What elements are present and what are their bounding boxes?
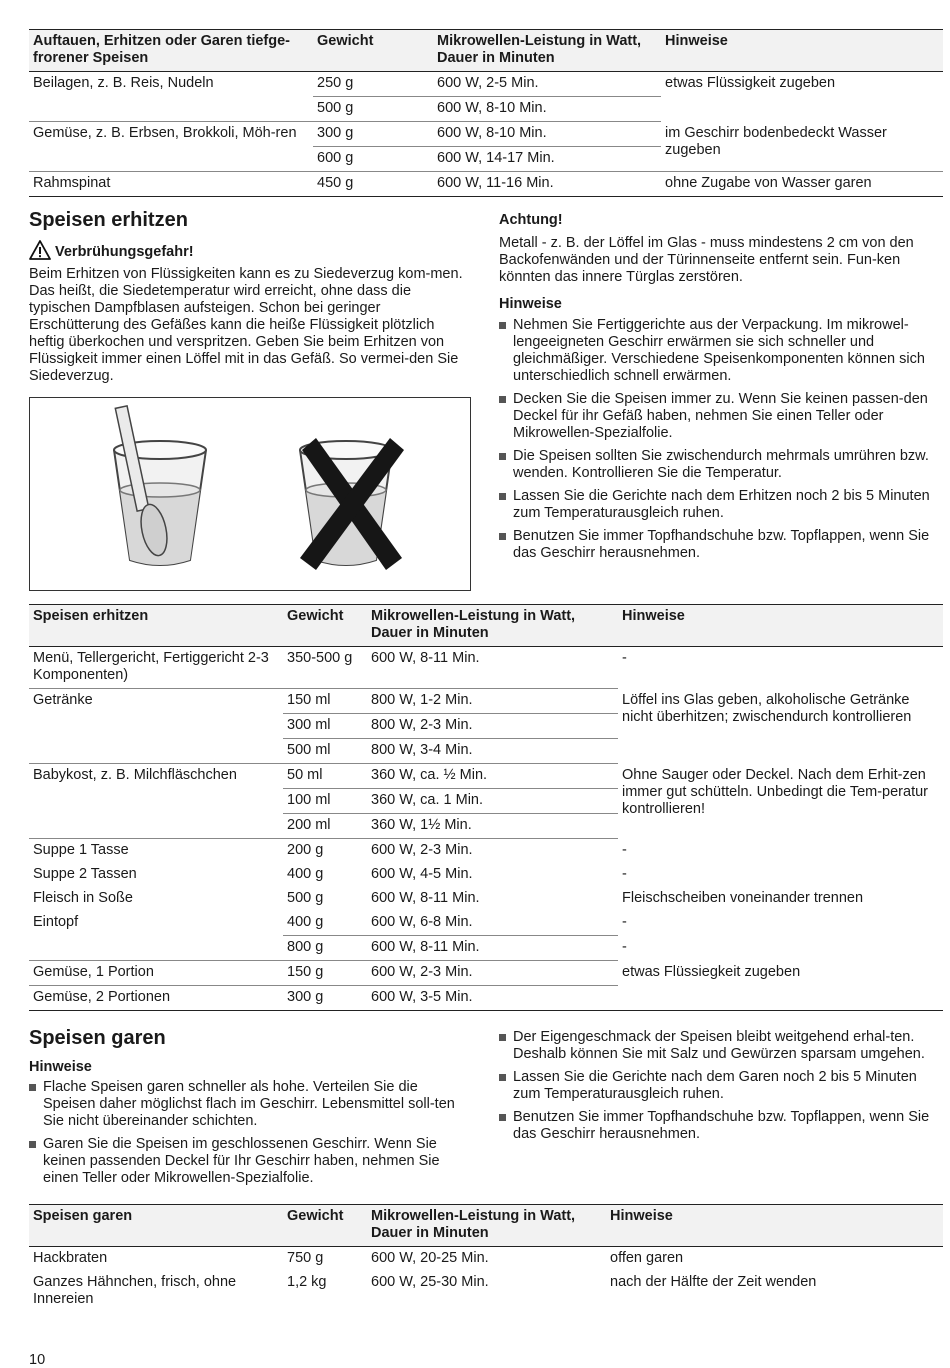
cell-food: Gemüse, z. B. Erbsen, Brokkoli, Möh-ren — [29, 122, 313, 172]
cell-weight: 500 g — [287, 890, 324, 906]
header-weight: Gewicht — [313, 30, 433, 72]
cell-weight: 450 g — [313, 172, 433, 197]
warning-triangle-icon — [29, 240, 51, 260]
cell-note: - — [622, 938, 627, 955]
header-notes: Hinweise — [618, 605, 943, 647]
cell-weight: 800 g — [283, 936, 367, 961]
cell-note: Fleischscheiben voneinander trennen — [622, 890, 864, 906]
cooking-notes-list-left — [29, 1079, 471, 1193]
table-frozen-food — [29, 29, 943, 197]
cooking-notes-list-right — [499, 1029, 941, 1149]
cell-weight: 150 g — [283, 961, 367, 986]
header-notes: Hinweise — [606, 1205, 943, 1247]
cell-food: Menü, Tellergericht, Fertiggericht 2-3 Komponenten) — [29, 647, 283, 689]
heating-notes-list — [499, 317, 941, 568]
list-item: Benutzen Sie immer Topfhandschuhe bzw. Topflappen, wenn Sie das Geschirr herausnehmen. — [499, 1109, 941, 1143]
cell-weight: 300 g — [283, 986, 367, 1011]
table-row — [29, 1247, 943, 1272]
cell-power: 360 W, 1½ Min. — [367, 814, 618, 839]
cell-weight: 750 g — [287, 1250, 324, 1266]
list-item: Lassen Sie die Gerichte nach dem Garen noch 2 bis 5 Minuten zum Temperaturausgleich ruhen. — [499, 1069, 941, 1103]
cell-power: 600 W, 2-3 Min. — [371, 842, 473, 858]
cell-power: 600 W, 25-30 Min. — [371, 1274, 489, 1290]
cell-food: Hackbraten — [33, 1250, 108, 1266]
cell-power: 600 W, 3-5 Min. — [367, 986, 618, 1011]
cell-note: nach der Hälfte der Zeit wenden — [610, 1274, 817, 1290]
cell-weight: 150 ml — [283, 689, 367, 714]
table-row — [29, 122, 943, 147]
cell-note: Löffel ins Glas geben, alkoholische Getränke nicht überhitzen; zwischendurch kontrollieren — [622, 691, 912, 725]
header-food: Speisen garen — [29, 1205, 283, 1247]
header-food: Auftauen, Erhitzen oder Garen tiefge-frorener Speisen — [29, 30, 313, 72]
cell-food: Beilagen, z. B. Reis, Nudeln — [29, 72, 313, 122]
cell-food: Suppe 1 Tasse — [33, 842, 129, 858]
list-item: Garen Sie die Speisen im geschlossenen Geschirr. Wenn Sie keinen passenden Deckel für Ihr Geschirr haben, nehmen Sie einen Teller oder Mikrowellen-Spezialfolie. — [29, 1136, 471, 1187]
cell-power: 800 W, 2-3 Min. — [367, 714, 618, 739]
attention-heading: Achtung! — [499, 212, 563, 228]
table-row — [29, 764, 943, 789]
attention-text: Metall - z. B. der Löffel im Glas - muss mindestens 2 cm von den Backofenwänden und der Türinnenseite entfernt sein. Fun-ken könnten das innere Türglas zerstören. — [499, 235, 914, 285]
spoon-in-glass-illustration — [29, 397, 471, 591]
cell-power: 600 W, 2-5 Min. — [433, 72, 661, 97]
cell-note: ohne Zugabe von Wasser garen — [661, 172, 943, 197]
table-header-row — [29, 605, 943, 647]
cell-note: - — [622, 841, 627, 858]
cell-weight: 500 g — [313, 97, 433, 122]
list-item: Benutzen Sie immer Topfhandschuhe bzw. Topflappen, wenn Sie das Geschirr herausnehmen. — [499, 528, 941, 562]
notes-heading: Hinweise — [29, 1059, 92, 1075]
cell-power: 360 W, ca. 1 Min. — [367, 789, 618, 814]
table-row — [29, 689, 943, 714]
table-row — [29, 911, 943, 936]
cell-note: offen garen — [610, 1250, 684, 1266]
cell-food: Gemüse, 2 Portionen — [29, 986, 283, 1011]
cell-food: Fleisch in Soße — [33, 890, 133, 906]
table-row — [29, 1271, 943, 1312]
list-item: Der Eigengeschmack der Speisen bleibt weitgehend erhal-ten. Deshalb können Sie mit Salz und Gewürzen sparsam umgehen. — [499, 1029, 941, 1063]
table-heating — [29, 604, 943, 1011]
cell-power: 600 W, 8-10 Min. — [433, 97, 661, 122]
glass-with-spoon-icon — [114, 406, 206, 565]
cell-note: - — [622, 650, 627, 666]
cell-power: 600 W, 6-8 Min. — [367, 911, 618, 936]
header-power: Mikrowellen-Leistung in Watt, Dauer in Minuten — [367, 1205, 606, 1247]
cell-power: 600 W, 11-16 Min. — [433, 172, 661, 197]
cell-note: Ohne Sauger oder Deckel. Nach dem Erhit-zen immer gut schütteln. Unbedingt die Tem-peratur kontrollieren! — [622, 766, 928, 817]
table-row — [29, 647, 943, 689]
list-item: Flache Speisen garen schneller als hohe. Verteilen Sie die Speisen daher möglichst flach im Geschirr. Lebensmittel soll-ten Sie nicht übereinander schichten. — [29, 1079, 471, 1130]
header-weight: Gewicht — [283, 1205, 367, 1247]
cell-weight: 600 g — [313, 147, 433, 172]
section-title-garen: Speisen garen — [29, 1027, 166, 1049]
cell-food: Eintopf — [29, 911, 283, 961]
cell-power: 600 W, 20-25 Min. — [371, 1250, 489, 1266]
cell-note: - — [622, 914, 627, 930]
warning-label: Verbrühungsgefahr! — [55, 244, 194, 260]
table-header-row — [29, 1205, 943, 1247]
cell-food: Ganzes Hähnchen, frisch, ohne Innereien — [33, 1274, 237, 1307]
table-row — [29, 863, 943, 887]
cell-weight: 50 ml — [283, 764, 367, 789]
cell-weight: 250 g — [313, 72, 433, 97]
cell-food: Rahmspinat — [29, 172, 313, 197]
list-item: Die Speisen sollten Sie zwischendurch mehrmals umrühren bzw. wenden. Kontrollieren Sie die Temperatur. — [499, 448, 941, 482]
cell-note: etwas Flüssiegkeit zugeben — [618, 961, 943, 1011]
list-item: Decken Sie die Speisen immer zu. Wenn Sie keinen passen-den Deckel für ihr Gefäß haben, nehmen Sie einen Teller oder Mikrowellen-Spezialfolie. — [499, 391, 941, 442]
list-item: Nehmen Sie Fertiggerichte aus der Verpackung. Im mikrowel-lengeeigneten Geschirr erwärmen sie sich schneller und gleichmäßiger. Verschiedene Speisenkomponenten können sich unterschiedlich schnell erwärmen. — [499, 317, 941, 385]
warning-heading — [29, 240, 194, 260]
cell-power: 600 W, 8-11 Min. — [371, 890, 480, 906]
cell-food: Gemüse, 1 Portion — [29, 961, 283, 986]
cell-weight: 1,2 kg — [287, 1274, 327, 1290]
cell-weight: 300 ml — [283, 714, 367, 739]
header-weight: Gewicht — [283, 605, 367, 647]
cell-weight: 500 ml — [283, 739, 367, 764]
table-cooking — [29, 1204, 943, 1312]
header-power: Mikrowellen-Leistung in Watt, Dauer in Minuten — [367, 605, 618, 647]
header-notes: Hinweise — [661, 30, 943, 72]
cell-weight: 400 g — [283, 911, 367, 936]
table-header-row — [29, 30, 943, 72]
cell-power: 360 W, ca. ½ Min. — [367, 764, 618, 789]
cell-food: Suppe 2 Tassen — [33, 866, 137, 882]
cell-power: 600 W, 14-17 Min. — [433, 147, 661, 172]
cell-power: 800 W, 1-2 Min. — [367, 689, 618, 714]
cell-weight: 350-500 g — [283, 647, 367, 689]
cell-weight: 300 g — [313, 122, 433, 147]
page-number: 10 — [29, 1352, 46, 1368]
cell-note: etwas Flüssigkeit zugeben — [665, 75, 836, 91]
cell-note: im Geschirr bodenbedeckt Wasser zugeben — [661, 122, 943, 172]
header-food: Speisen erhitzen — [29, 605, 283, 647]
table-row — [29, 839, 943, 864]
header-power: Mikrowellen-Leistung in Watt, Dauer in Minuten — [433, 30, 661, 72]
table-row — [29, 887, 943, 911]
notes-heading: Hinweise — [499, 296, 562, 312]
cell-weight: 100 ml — [283, 789, 367, 814]
cell-food: Getränke — [29, 689, 283, 764]
section-title-erhitzen: Speisen erhitzen — [29, 209, 188, 231]
scalding-text: Beim Erhitzen von Flüssigkeiten kann es zu Siedeverzug kom-men. Das heißt, die Siedetemperatur wird erreicht, ohne dass die typischen Dampfblasen aufsteigen. Schon bei geringer Erschütterung des Gefäßes kann die heiße Flüssigkeit plötzlich heftig überkochen und verspritzen. Geben Sie beim Erhitzen von Flüssigkeit immer einen Löffel mit in das Gefäß. So vermei-den Sie Siedeverzug. — [29, 266, 463, 384]
list-item: Lassen Sie die Gerichte nach dem Erhitzen noch 2 bis 5 Minuten zum Temperaturausgleich ruhen. — [499, 488, 941, 522]
cell-power: 600 W, 4-5 Min. — [371, 866, 473, 882]
cell-note: - — [622, 866, 627, 882]
cell-weight: 200 g — [287, 842, 324, 858]
table-row — [29, 961, 943, 986]
table-row — [29, 72, 943, 97]
cell-power: 600 W, 8-11 Min. — [367, 936, 618, 961]
cell-food: Babykost, z. B. Milchfläschchen — [29, 764, 283, 839]
cell-weight: 400 g — [287, 866, 324, 882]
cell-power: 600 W, 8-11 Min. — [367, 647, 618, 689]
cell-power: 600 W, 2-3 Min. — [367, 961, 618, 986]
cell-power: 800 W, 3-4 Min. — [367, 739, 618, 764]
cell-power: 600 W, 8-10 Min. — [433, 122, 661, 147]
cell-weight: 200 ml — [283, 814, 367, 839]
table-row — [29, 172, 943, 197]
